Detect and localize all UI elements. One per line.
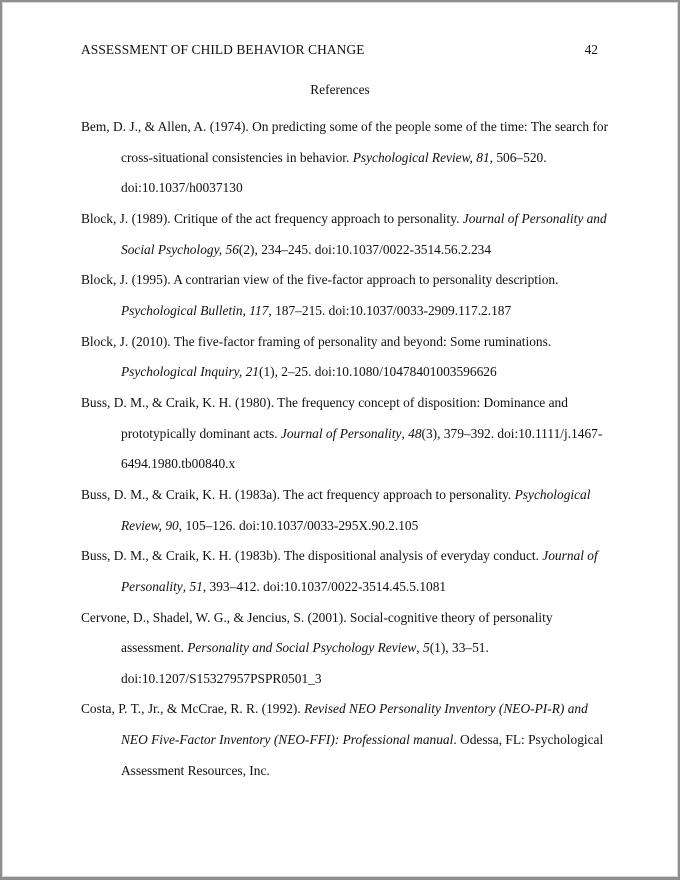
- section-title: References: [310, 82, 370, 97]
- document-page: [2, 2, 678, 877]
- running-head: ASSESSMENT OF CHILD BEHAVIOR CHANGE: [81, 42, 365, 57]
- reference-entry: Bem, D. J., & Allen, A. (1974). On predicting some of the people some of the time: The search for cross-situational consistencies in behavior. Psychological Review, 81, 506–520. doi:10.1037/h0037130: [81, 119, 609, 196]
- reference-entry: Buss, D. M., & Craik, K. H. (1983a). The act frequency approach to personality. Psychological Review, 90, 105–126. doi:10.1037/0033-295X.90.2.105: [81, 486, 591, 533]
- reference-entry: Buss, D. M., & Craik, K. H. (1983b). The dispositional analysis of everyday conduct. Journal of Personality, 51, 393–412. doi:10.1037/0022-3514.45.5.1081: [81, 548, 598, 594]
- page-number: 42: [584, 42, 598, 57]
- reference-entry: Costa, P. T., Jr., & McCrae, R. R. (1992). Revised NEO Personality Inventory (NEO-PI-R) and NEO Five-Factor Inventory (NEO-FFI): Professional manual. Odessa, FL: Psychological Assessment Resources, Inc.: [81, 701, 604, 778]
- reference-entry: Cervone, D., Shadel, W. G., & Jencius, S. (2001). Social-cognitive theory of personality assessment. Personality and Social Psychology Review, 5(1), 33–51. doi:10.1207/S15327957PSPR0501_3: [81, 609, 553, 686]
- reference-entry: Block, J. (1995). A contrarian view of the five-factor approach to personality description. Psychological Bulletin, 117, 187–215. doi:10.1037/0033-2909.117.2.187: [81, 272, 559, 318]
- reference-entry: Block, J. (1989). Critique of the act frequency approach to personality. Journal of Personality and Social Psychology, 56(2), 234–245. doi:10.1037/0022-3514.56.2.234: [81, 210, 607, 257]
- reference-entry: Block, J. (2010). The five-factor framing of personality and beyond: Some ruminations. Psychological Inquiry, 21(1), 2–25. doi:10.1080/10478401003596626: [81, 333, 552, 380]
- reference-list: [81, 112, 611, 786]
- reference-entry: Buss, D. M., & Craik, K. H. (1980). The frequency concept of disposition: Dominance and prototypically dominant acts. Journal of Personality, 48(3), 379–392. doi:10.1111/j.1467-6494.1980.tb00840.x: [81, 394, 603, 472]
